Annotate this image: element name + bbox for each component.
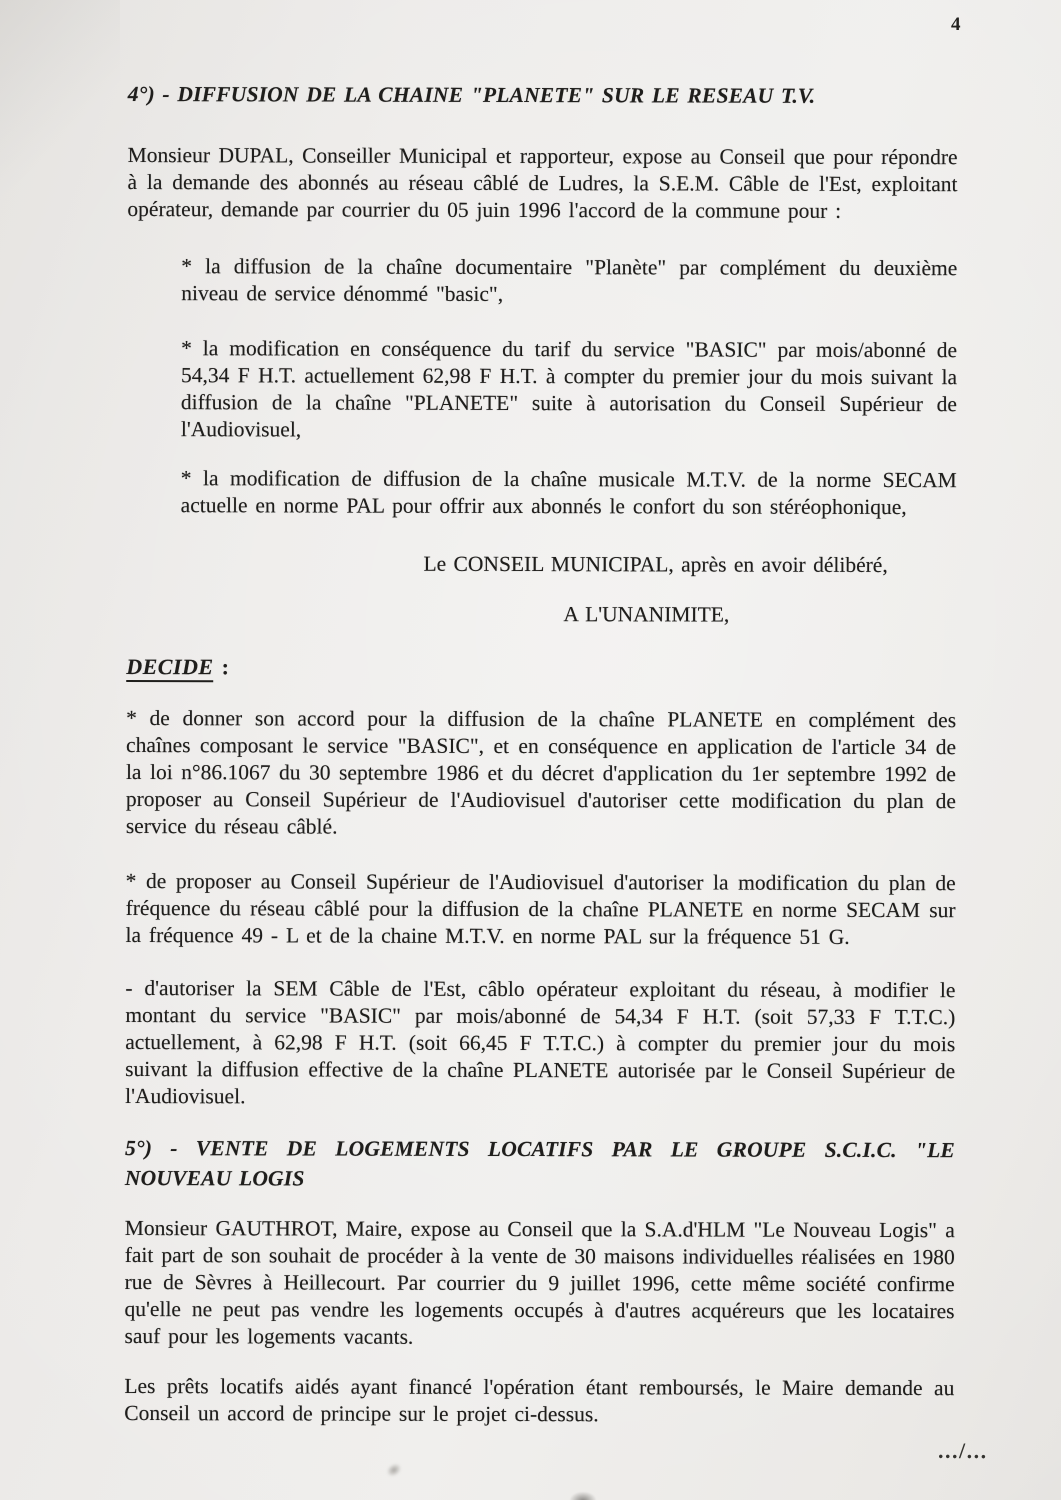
decision-paragraph-3: - d'autoriser la SEM Câble de l'Est, câblo opérateur exploitant du réseau, à modifier le montant du service "BASIC" par mois/abonné de 54,34 F H.T. (soit 57,33 F T.T.C.) actuellement, à 62,98 F H.T. (soit 66,45 F T.T.C.) à compter du premier jour du mois suivant la diffusion effective de la chaîne PLANETE autorisée par le Conseil Supérieur de l'Audiovisuel. xyxy=(125,975,956,1109)
section5-paragraph-2: Les prêts locatifs aidés ayant financé l'opération étant remboursés, le Maire demande au Conseil un accord de principe sur le projet ci-dessus. xyxy=(124,1373,955,1427)
decide-colon: : xyxy=(221,654,229,680)
section5-heading-line1: 5°) - VENTE DE LOGEMENTS LOCATIFS PAR LE GROUPE S.C.I.C. "LE xyxy=(124,1135,956,1163)
section4-intro-paragraph: Monsieur DUPAL, Conseiller Municipal et rapporteur, expose au Conseil que pour répondre à la demande des abonnés au réseau câblé de Ludres, la S.E.M. Câble de l'Est, exploitant opérateur, demande par courrier du 05 juin 1996 l'accord de la commune pour : xyxy=(127,142,958,223)
scan-corner-shading xyxy=(0,0,120,220)
scan-artifact-smudge xyxy=(384,1460,404,1479)
unanimity-line: A L'UNANIMITE, xyxy=(563,602,730,627)
decide-label: DECIDE xyxy=(126,654,213,682)
section4-bullet-1: * la diffusion de la chaîne documentaire "Planète" par complément du deuxième niveau de service dénommé "basic", xyxy=(181,254,958,306)
section4-heading: 4°) - DIFFUSION DE LA CHAINE "PLANETE" SUR LE RESEAU T.V. xyxy=(127,81,816,108)
page-number: 4 xyxy=(951,14,961,35)
section4-bullet-2: * la modification en conséquence du tarif du service "BASIC" par mois/abonné de 54,34 F H.T. actuellement 62,98 F H.T. à compter du premier jour du mois suivant la diffusion de la chaîne "PLANETE" suite à autorisation du Conseil Supérieur de l'Audiovisuel, xyxy=(180,336,958,442)
decide-heading xyxy=(126,653,956,682)
section5-heading-line2: NOUVEAU LOGIS xyxy=(124,1165,305,1191)
deliberation-line: Le CONSEIL MUNICIPAL, après en avoir délibéré, xyxy=(423,551,888,577)
continuation-mark: .../... xyxy=(938,1437,989,1464)
document-body xyxy=(124,0,958,1429)
section5-paragraph-1: Monsieur GAUTHROT, Maire, expose au Conseil que la S.A.d'HLM "Le Nouveau Logis" a fait part de son souhait de procéder à la vente de 30 maisons individuelles réalisées en 1980 rue de Sèvres à Heillecourt. Par courrier du 9 juillet 1996, cette même société confirme qu'elle ne peut pas vendre les logements occupés à d'autres acquéreurs que les locataires sauf pour les logements vacants. xyxy=(124,1215,955,1349)
section5-heading xyxy=(125,1133,955,1195)
section4-bullet-3: * la modification de diffusion de la chaîne musicale M.T.V. de la norme SECAM actuelle en norme PAL pour offrir aux abonnés le confort du son stéréophonique, xyxy=(180,466,957,520)
decision-paragraph-1: * de donner son accord pour la diffusion de la chaîne PLANETE en complément des chaînes composant le service "BASIC", et en conséquence en application de l'article 34 de la loi n°86.1067 du 30 septembre 1986 et du décret d'application du 1er septembre 1992 de proposer au Conseil Supérieur de l'Audiovisuel d'autoriser cette modification du plan de service du réseau câblé. xyxy=(125,705,957,839)
decision-paragraph-2: * de proposer au Conseil Supérieur de l'Audiovisuel d'autoriser la modification du plan de fréquence du réseau câblé pour la diffusion de la chaîne PLANETE en norme SECAM sur la fréquence 49 - L et de la chaine M.T.V. en norme PAL sur la fréquence 51 G. xyxy=(125,868,956,949)
scan-artifact-edge-mark xyxy=(570,1492,596,1500)
